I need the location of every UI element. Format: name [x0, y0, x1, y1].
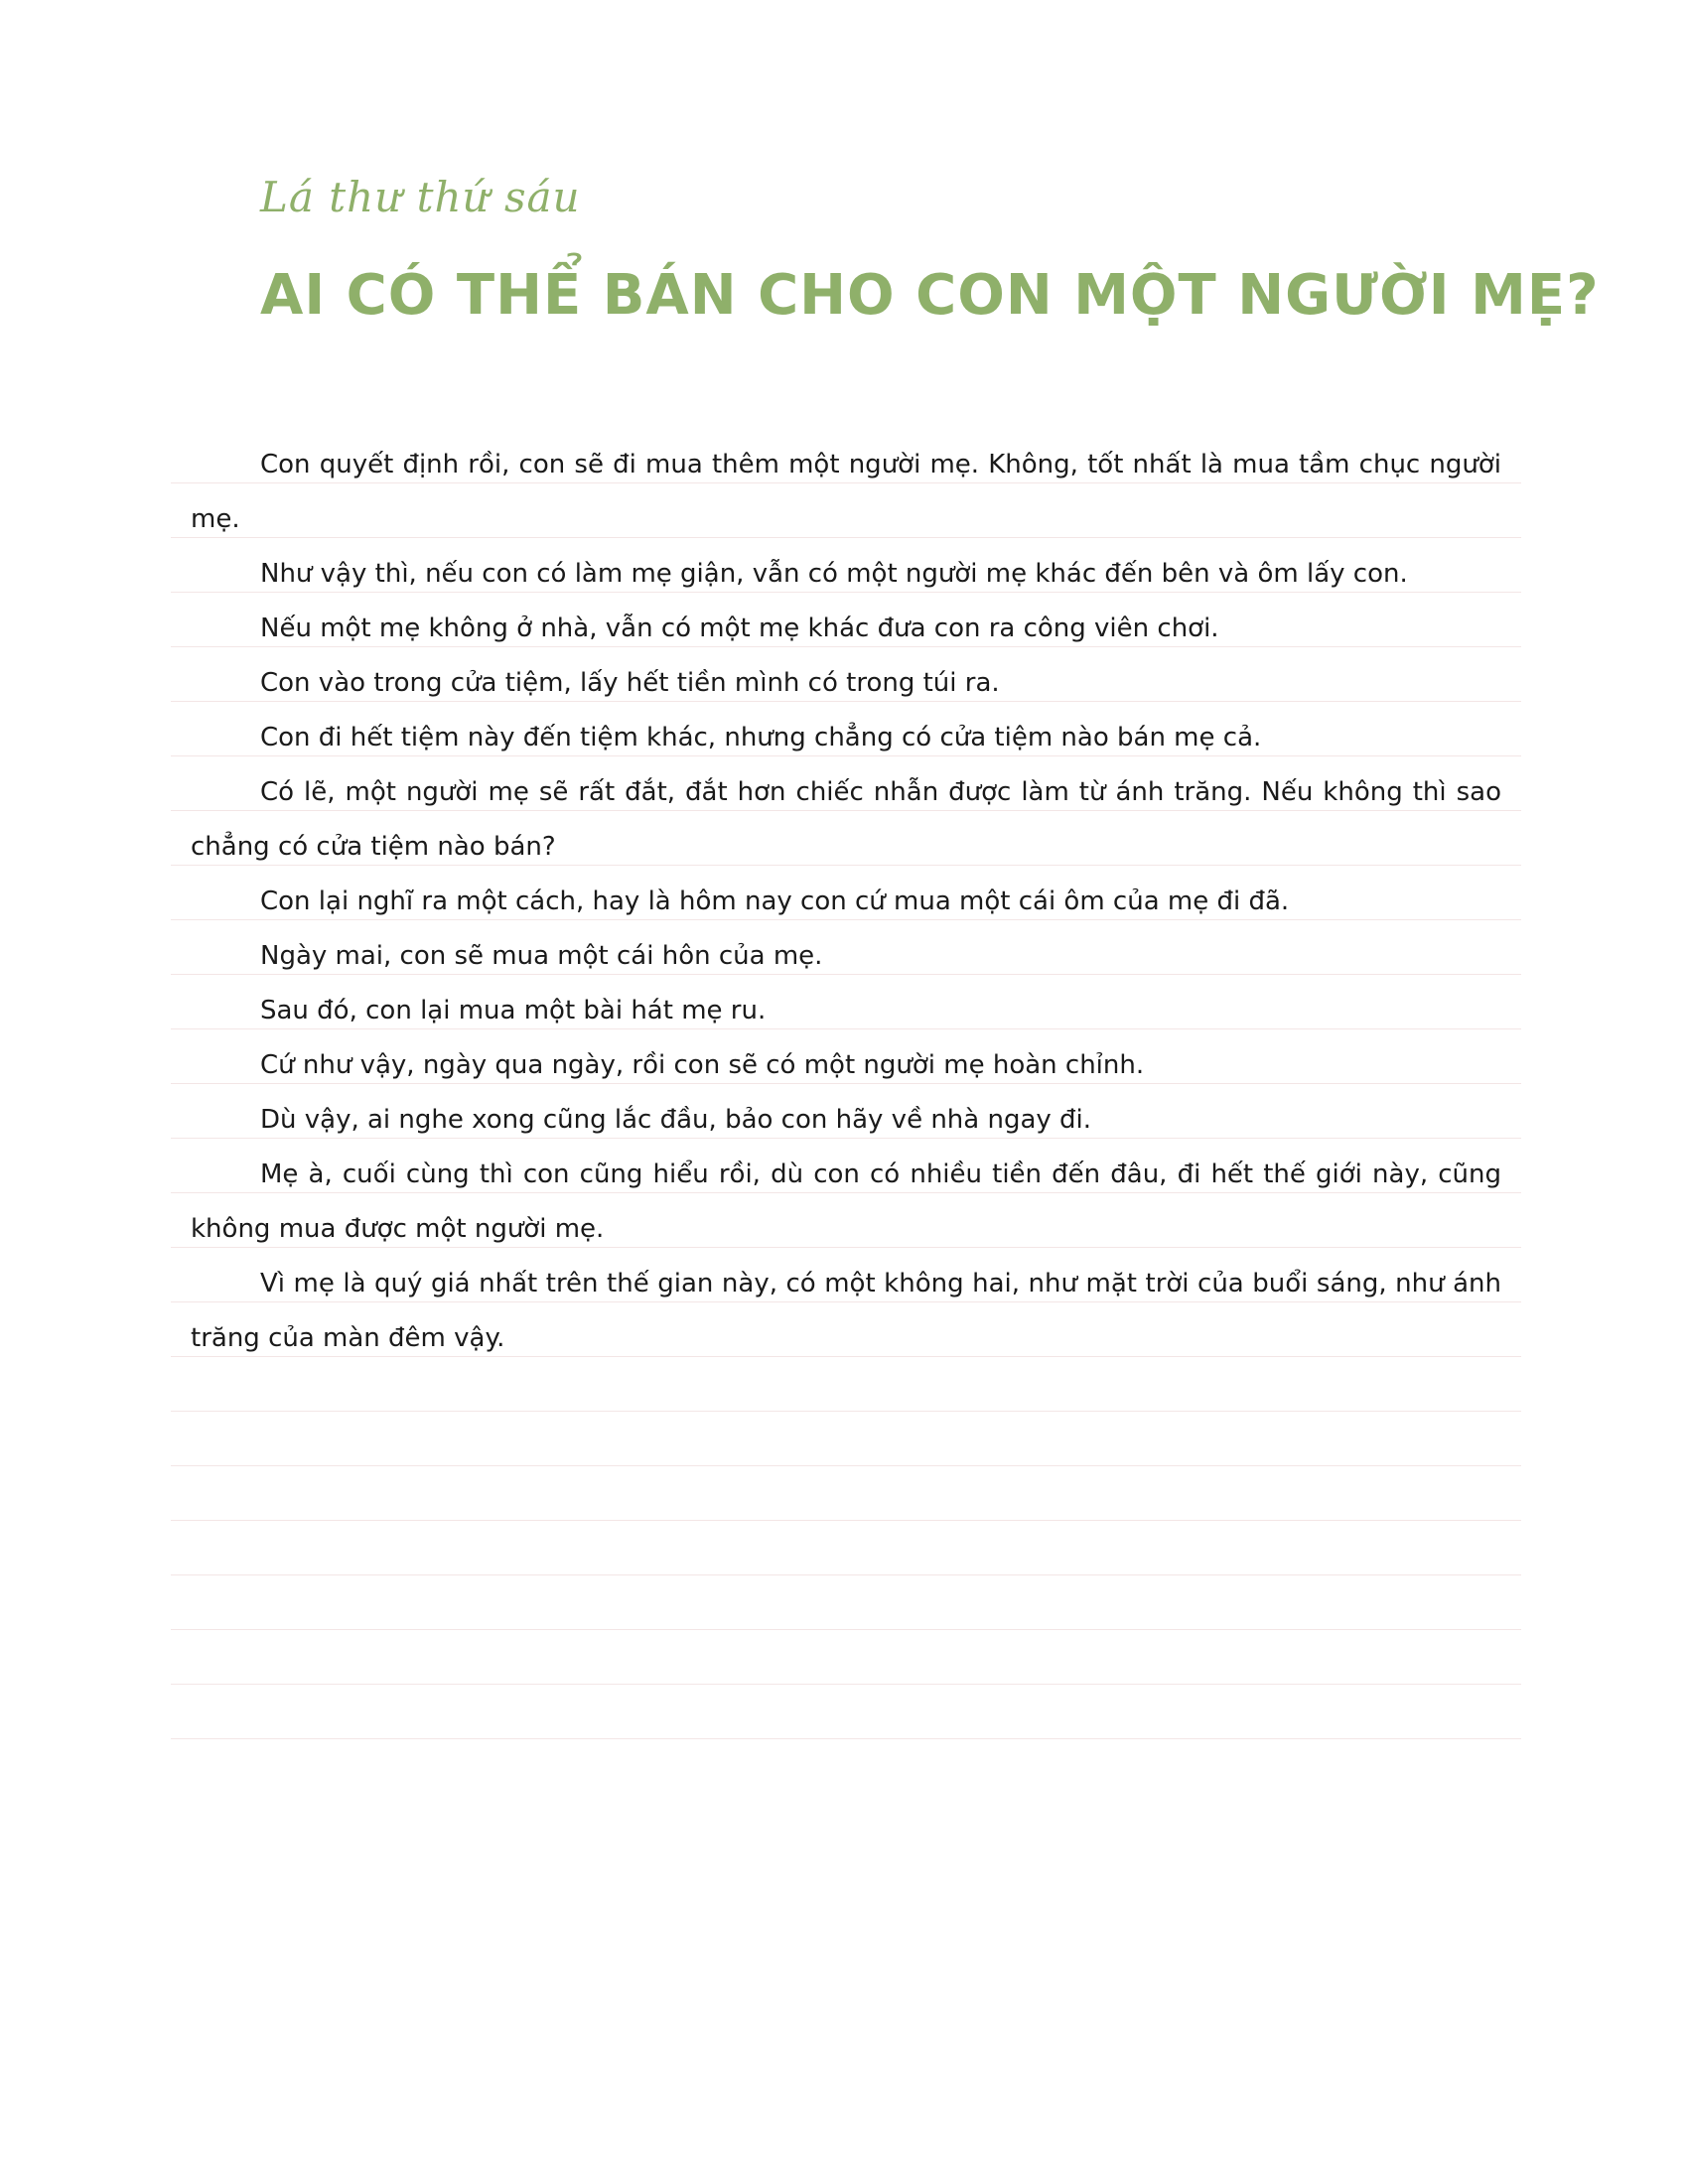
- ruled-line: [171, 1575, 1521, 1630]
- paragraph: Sau đó, con lại mua một bài hát mẹ ru.: [260, 996, 767, 1025]
- paragraph: Dù vậy, ai nghe xong cũng lắc đầu, bảo con hãy về nhà ngay đi.: [260, 1105, 1092, 1135]
- letter-subtitle: Lá thư thứ sáu: [260, 173, 581, 221]
- paragraph: Con lại nghĩ ra một cách, hay là hôm nay con cứ mua một cái ôm của mẹ đi đã.: [260, 887, 1290, 916]
- ruled-line: [171, 1685, 1521, 1739]
- ruled-line: [171, 1521, 1521, 1575]
- ruled-line: [171, 1466, 1521, 1521]
- page-title: AI CÓ THỂ BÁN CHO CON MỘT NGƯỜI MẸ?: [260, 263, 1600, 328]
- ruled-line: [171, 1412, 1521, 1466]
- paragraph: Nếu một mẹ không ở nhà, vẫn có một mẹ khác đưa con ra công viên chơi.: [260, 614, 1219, 643]
- paragraph: Con đi hết tiệm này đến tiệm khác, nhưng chẳng có cửa tiệm nào bán mẹ cả.: [260, 723, 1262, 752]
- paragraph: Mẹ à, cuối cùng thì con cũng hiểu rồi, dù con có nhiều tiền đến đâu, đi hết thế giới này, cũng không mua được một người mẹ.: [191, 1160, 1501, 1244]
- ruled-line: [171, 1630, 1521, 1685]
- paragraph: Cứ như vậy, ngày qua ngày, rồi con sẽ có một người mẹ hoàn chỉnh.: [260, 1050, 1145, 1080]
- paragraph: Như vậy thì, nếu con có làm mẹ giận, vẫn có một người mẹ khác đến bên và ôm lấy con.: [260, 559, 1408, 589]
- paragraph: Con vào trong cửa tiệm, lấy hết tiền mình có trong túi ra.: [260, 668, 1000, 698]
- paragraph: Vì mẹ là quý giá nhất trên thế gian này, có một không hai, như mặt trời của buổi sáng, như ánh trăng của màn đêm vậy.: [191, 1269, 1501, 1353]
- letter-body: [191, 438, 1501, 1366]
- paragraph: Ngày mai, con sẽ mua một cái hôn của mẹ.: [260, 941, 823, 971]
- paragraph: Có lẽ, một người mẹ sẽ rất đắt, đắt hơn chiếc nhẫn được làm từ ánh trăng. Nếu không thì sao chẳng có cửa tiệm nào bán?: [191, 777, 1501, 862]
- paragraph: Con quyết định rồi, con sẽ đi mua thêm một người mẹ. Không, tốt nhất là mua tầm chục người mẹ.: [191, 450, 1501, 534]
